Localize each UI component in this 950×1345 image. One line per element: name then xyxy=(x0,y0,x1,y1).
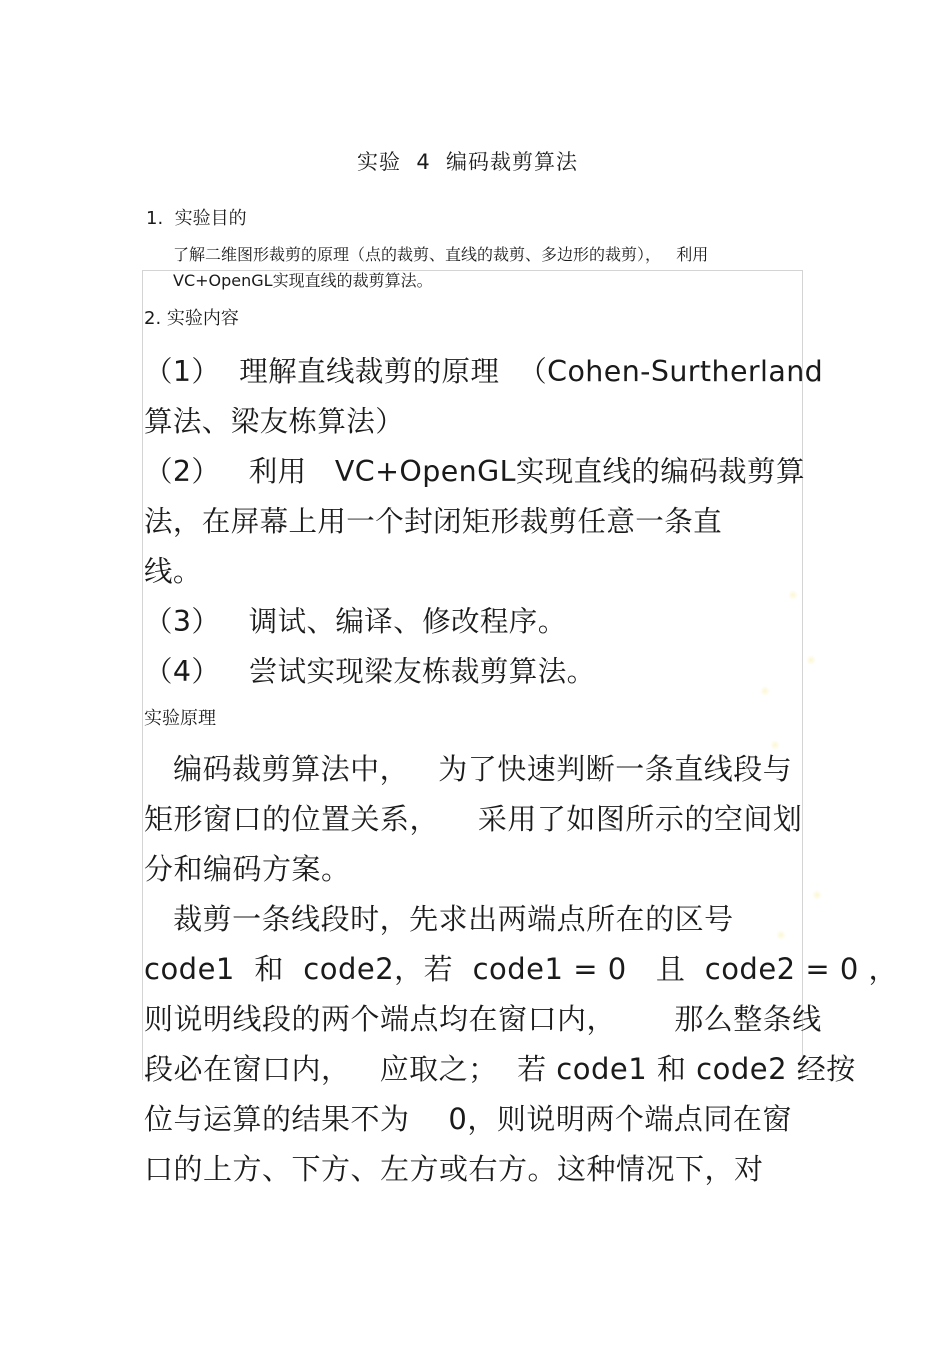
principle-line: 则说明线段的两个端点均在窗口内， 那么整条线 xyxy=(144,1002,822,1036)
content-item-line: 算法、梁友栋算法） xyxy=(144,405,405,438)
background-speck xyxy=(776,930,786,940)
section-heading-principle: 实验原理 xyxy=(144,708,216,729)
section-heading-content: 2. 实验内容 xyxy=(144,308,239,329)
principle-line: 段必在窗口内， 应取之； 若 code1 和 code2 经按 xyxy=(144,1052,856,1086)
content-item-line: 线。 xyxy=(144,555,202,588)
content-item-line: （2） 利用 VC+OpenGL实现直线的编码裁剪算 xyxy=(144,455,805,488)
principle-line: 矩形窗口的位置关系， 采用了如图所示的空间划 xyxy=(144,802,803,836)
section-heading-purpose: 1. 实验目的 xyxy=(146,208,247,229)
content-item-line: （1） 理解直线裁剪的原理 （Cohen-Surtherland xyxy=(144,355,824,388)
background-speck xyxy=(760,686,770,696)
principle-line: 口的上方、下方、左方或右方。这种情况下，对 xyxy=(144,1152,764,1186)
background-speck xyxy=(806,655,816,665)
content-item-line: 法，在屏幕上用一个封闭矩形裁剪任意一条直 xyxy=(144,505,723,538)
principle-line: 分和编码方案。 xyxy=(144,852,351,886)
purpose-line-1: 了解二维图形裁剪的原理（点的裁剪、直线的裁剪、多边形的裁剪）， 利用 xyxy=(173,245,709,264)
content-item-line: （3） 调试、编译、修改程序。 xyxy=(144,605,567,638)
principle-line: 位与运算的结果不为 0，则说明两个端点同在窗 xyxy=(144,1102,792,1136)
content-item-line: （4） 尝试实现梁友栋裁剪算法。 xyxy=(144,655,596,688)
principle-line: 裁剪一条线段时，先求出两端点所在的区号 xyxy=(144,902,734,936)
principle-line: code1 和 code2，若 code1 = 0 且 code2 = 0 ， xyxy=(144,952,899,986)
background-speck xyxy=(812,890,822,900)
background-speck xyxy=(788,590,798,600)
page-title: 实验 4 编码裁剪算法 xyxy=(356,150,579,174)
purpose-line-2: VC+OpenGL实现直线的裁剪算法。 xyxy=(173,271,433,290)
principle-line: 编码裁剪算法中， 为了快速判断一条直线段与 xyxy=(144,752,793,786)
background-speck xyxy=(770,740,780,750)
